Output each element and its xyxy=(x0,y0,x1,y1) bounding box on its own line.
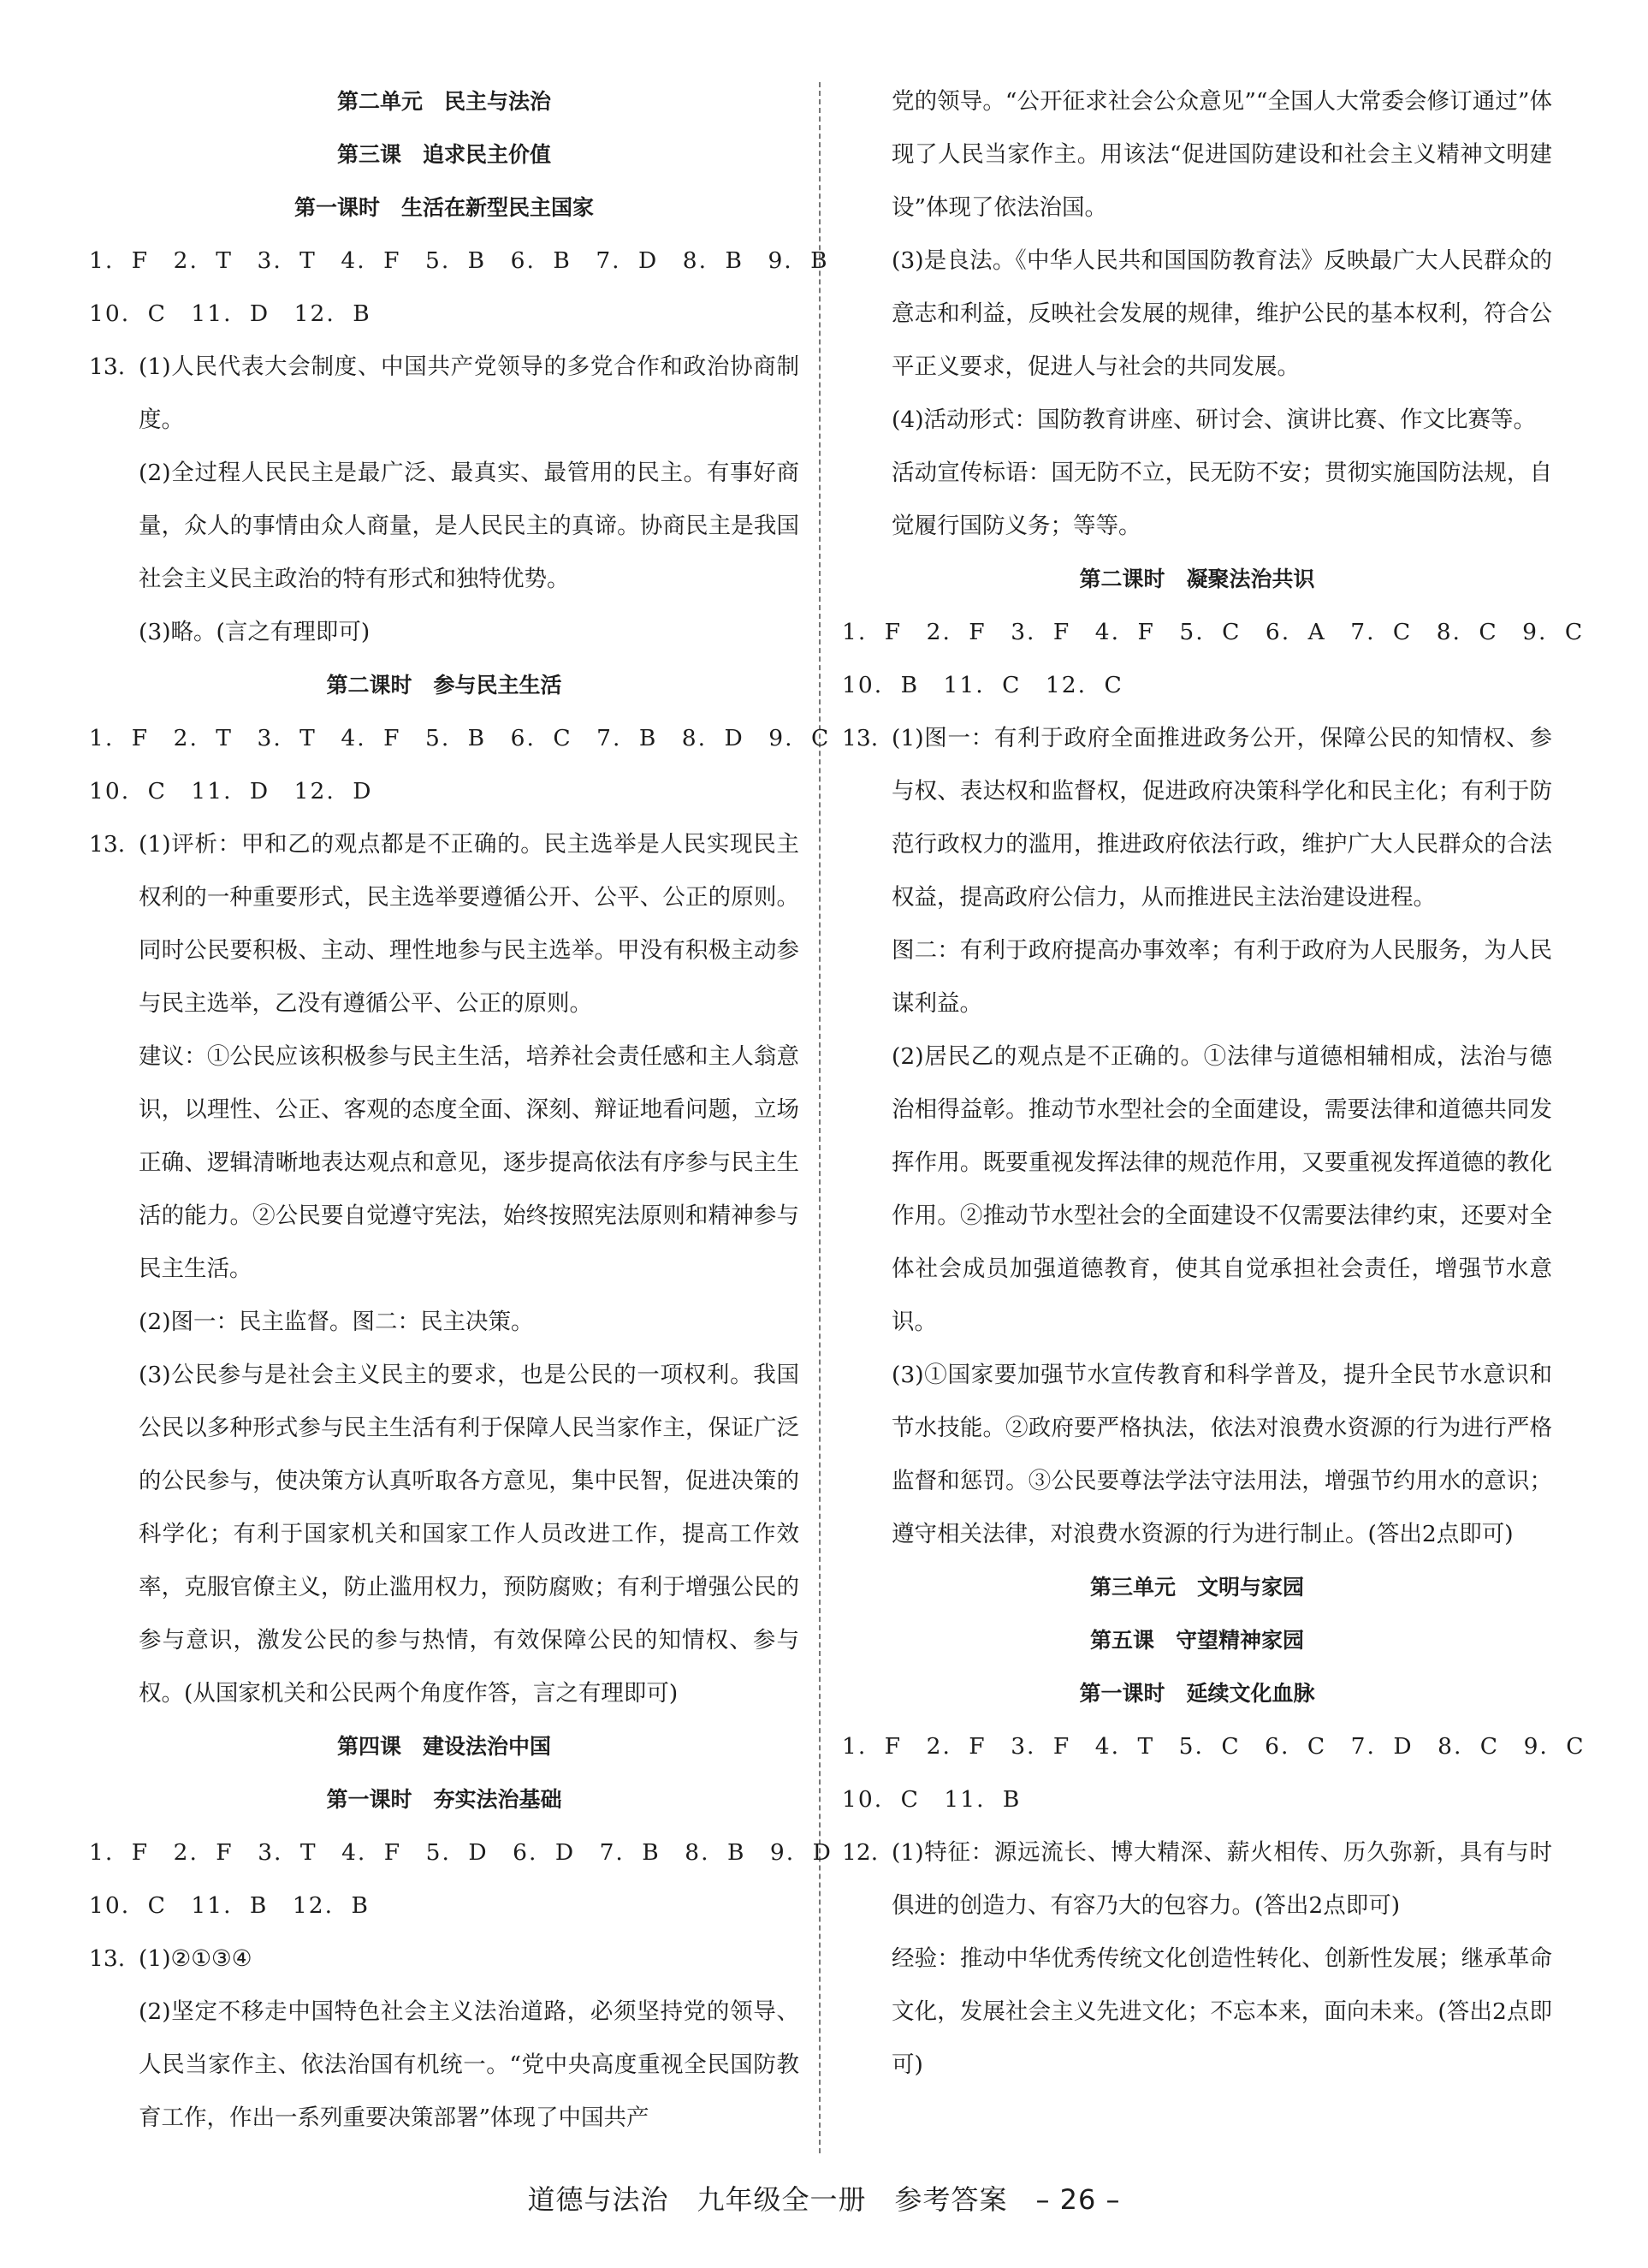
answer-paragraph: (2)坚定不移走中国特色社会主义法治道路，必须坚持党的领导、人民当家作主、依法治国有机统一。“党中央高度重视全民国防教育工作，作出一系列重要决策部署”体现了中国共产 xyxy=(139,1998,799,2131)
section-heading: 第一课时 夯实法治基础 xyxy=(326,1787,562,1812)
answer-paragraph: (1)②①③④ xyxy=(139,1945,252,1972)
answer-row: 1. F 2. F 3. F 4. T 5. C 6. C 7. D 8. C 9. C xyxy=(842,1733,1586,1760)
answer-paragraph: (1)图一：有利于政府全面推进政务公开，保障公民的知情权、参与权、表达权和监督权，促进政府决策科学化和民主化；有利于防范行政权力的滥用，推进政府依法行政，维护广大人民群众的合法权益，提高政府公信力，从而推进民主法治建设进程。 xyxy=(892,725,1552,911)
answer-paragraph: (1)人民代表大会制度、中国共产党领导的多党合作和政治协商制度。 xyxy=(139,353,799,433)
answer-row: 10. C 11. B 12. B xyxy=(89,1892,370,1919)
question-number: 13. xyxy=(89,831,126,858)
answer-paragraph: (4)活动形式：国防教育讲座、研讨会、演讲比赛、作文比赛等。 xyxy=(892,407,1537,433)
answer-paragraph: 建议：①公民应该积极参与民主生活，培养社会责任感和主人翁意识，以理性、公正、客观的态度全面、深刻、辩证地看问题，立场正确、逻辑清晰地表达观点和意见，逐步提高依法有序参与民主生活的能力。②公民要自觉遵守宪法，始终按照宪法原则和精神参与民主生活。 xyxy=(139,1043,799,1282)
answer-row: 1. F 2. F 3. F 4. F 5. C 6. A 7. C 8. C 9. C xyxy=(842,619,1585,645)
lesson-heading: 第三课 追求民主价值 xyxy=(336,142,551,167)
question-number: 12. xyxy=(842,1839,879,1866)
answer-paragraph: (2)全过程人民民主是最广泛、最真实、最管用的民主。有事好商量，众人的事情由众人商量，是人民民主的真谛。协商民主是我国社会主义民主政治的特有形式和独特优势。 xyxy=(139,460,799,592)
lesson-heading: 第五课 守望精神家园 xyxy=(1089,1628,1304,1653)
answer-paragraph: (1)评析：甲和乙的观点都是不正确的。民主选举是人民实现民主权利的一种重要形式，民主选举要遵循公开、公平、公正的原则。同时公民要积极、主动、理性地参与民主选举。甲没有积极主动参与民主选举，乙没有遵循公平、公正的原则。 xyxy=(139,831,799,1017)
answer-row: 1. F 2. T 3. T 4. F 5. B 6. B 7. D 8. B 9. B xyxy=(89,247,829,274)
unit-heading: 第三单元 文明与家园 xyxy=(1089,1575,1304,1600)
answer-paragraph: (1)特征：源远流长、博大精深、薪火相传、历久弥新，具有与时俱进的创造力、有容乃大的包容力。(答出2点即可) xyxy=(892,1839,1552,1919)
question-13 xyxy=(89,341,799,659)
question-13 xyxy=(89,818,799,1720)
unit-heading: 第二单元 民主与法治 xyxy=(336,89,551,114)
section-heading: 第二课时 参与民主生活 xyxy=(326,673,562,698)
answer-paragraph: 党的领导。“公开征求社会公众意见”“全国人大常委会修订通过”体现了人民当家作主。用该法“促进国防建设和社会主义精神文明建设”体现了依法治国。 xyxy=(892,88,1552,221)
answer-paragraph: (3)略。(言之有理即可) xyxy=(139,619,371,645)
answer-paragraph: 经验：推动中华优秀传统文化创造性转化、创新性发展；继承革命文化，发展社会主义先进文化；不忘本来，面向未来。(答出2点即可) xyxy=(892,1945,1552,2078)
answer-paragraph: 图二：有利于政府提高办事效率；有利于政府为人民服务，为人民谋利益。 xyxy=(892,937,1552,1017)
answer-row: 1. F 2. F 3. T 4. F 5. D 6. D 7. B 8. B 9. D xyxy=(89,1839,833,1866)
answer-paragraph: (2)图一：民主监督。图二：民主决策。 xyxy=(139,1309,534,1335)
question-13 xyxy=(89,1933,799,2145)
answer-row: 10. C 11. B xyxy=(842,1786,1022,1813)
answer-paragraph: 活动宣传标语：国无防不立，民无防不安；贯彻实施国防法规，自觉履行国防义务；等等。 xyxy=(892,460,1552,539)
answer-paragraph: (3)是良法。《中华人民共和国国防教育法》反映最广大人民群众的意志和利益，反映社会发展的规律，维护公民的基本权利，符合公平正义要求，促进人与社会的共同发展。 xyxy=(892,247,1552,380)
page-footer: 道德与法治 九年级全一册 参考答案 – 26 – xyxy=(527,2183,1121,2216)
section-heading: 第一课时 延续文化血脉 xyxy=(1079,1681,1315,1706)
question-number: 13. xyxy=(89,1945,126,1972)
section-heading: 第二课时 凝聚法治共识 xyxy=(1079,567,1315,591)
answer-row: 10. C 11. D 12. D xyxy=(89,778,373,804)
left-column xyxy=(89,75,833,2145)
lesson-heading: 第四课 建设法治中国 xyxy=(336,1734,551,1759)
question-number: 13. xyxy=(842,725,879,751)
question-12 xyxy=(842,1826,1552,2092)
answer-paragraph: (3)公民参与是社会主义民主的要求，也是公民的一项权利。我国公民以多种形式参与民主生活有利于保障人民当家作主，保证广泛的公民参与，使决策方认真听取各方意见，集中民智，促进决策的科学化；有利于国家机关和国家工作人员改进工作，提高工作效率，克服官僚主义，防止滥用权力，预防腐败；有利于增强公民的参与意识，激发公民的参与热情，有效保障公民的知情权、参与权。(从国家机关和公民两个角度作答，言之有理即可) xyxy=(139,1362,799,1707)
right-column xyxy=(842,75,1586,2092)
answer-row: 10. B 11. C 12. C xyxy=(842,672,1123,698)
question-13 xyxy=(842,712,1552,1561)
answer-row: 10. C 11. D 12. B xyxy=(89,300,371,327)
answer-paragraph: (3)①国家要加强节水宣传教育和科学普及，提升全民节水意识和节水技能。②政府要严格执法，依法对浪费水资源的行为进行严格监督和惩罚。③公民要尊法学法守法用法，增强节约用水的意识；遵守相关法律，对浪费水资源的行为进行制止。(答出2点即可) xyxy=(892,1362,1552,1547)
answer-row: 1. F 2. T 3. T 4. F 5. B 6. C 7. B 8. D 9. C xyxy=(89,725,831,751)
question-number: 13. xyxy=(89,353,126,380)
answer-paragraph: (2)居民乙的观点是不正确的。①法律与道德相辅相成，法治与德治相得益彰。推动节水型社会的全面建设，需要法律和道德共同发挥作用。既要重视发挥法律的规范作用，又要重视发挥道德的教化作用。②推动节水型社会的全面建设不仅需要法律约束，还要对全体社会成员加强道德教育，使其自觉承担社会责任，增强节水意识。 xyxy=(892,1043,1552,1335)
section-heading: 第一课时 生活在新型民主国家 xyxy=(293,195,594,220)
